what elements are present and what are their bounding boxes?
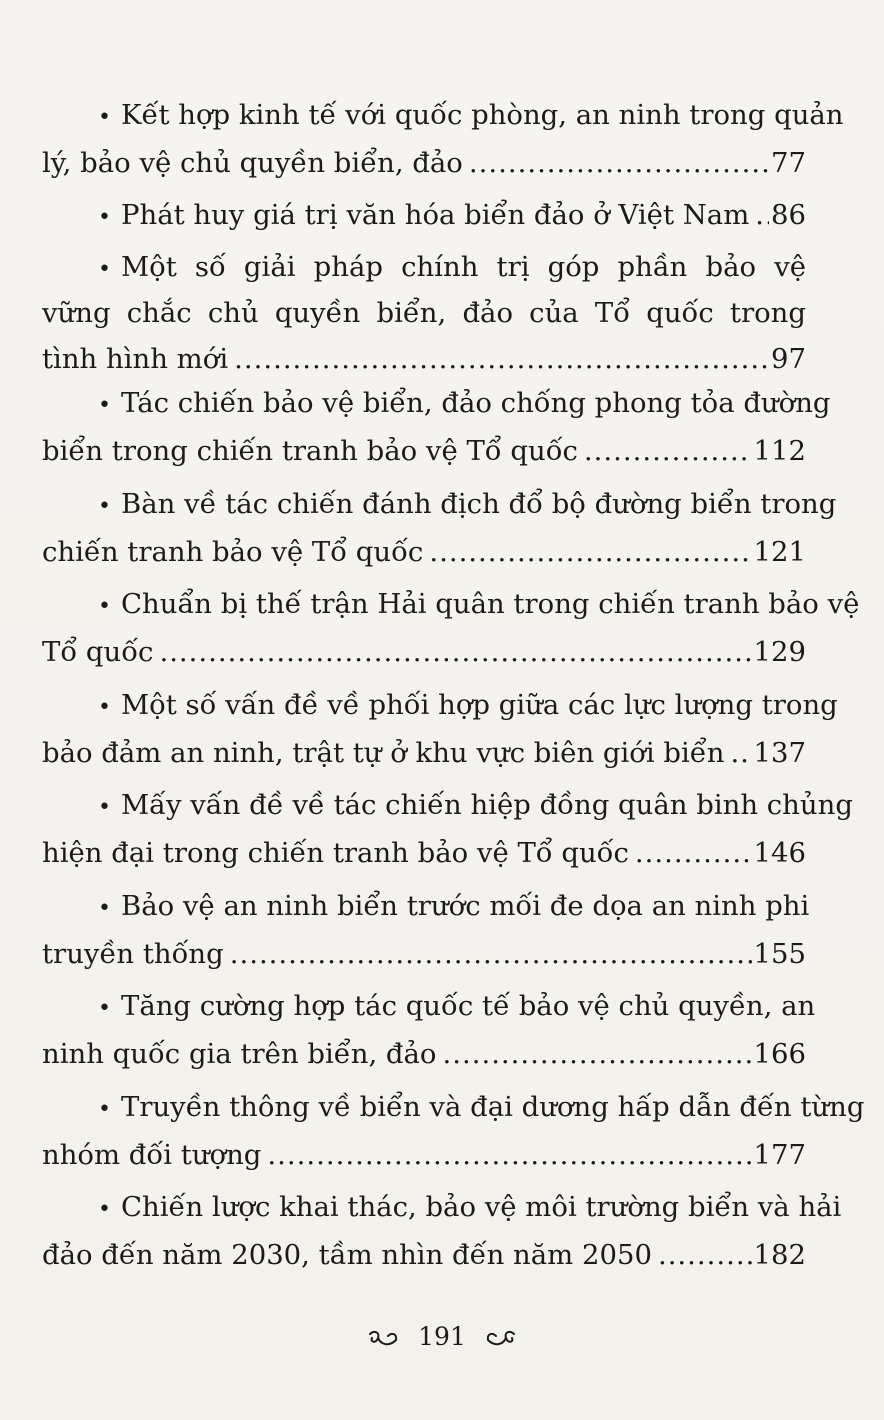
leader-dots [658,1232,752,1278]
toc-page-number: 166 [753,1038,806,1070]
toc-page-number: 155 [753,937,806,970]
toc-entry [42,682,838,783]
toc-entry [42,244,806,380]
bullet-icon: • [98,205,111,230]
toc-entry [42,1084,865,1185]
toc-entry-line: • Bảo vệ an ninh biển trước mối đe dọa an ninh phi [42,883,806,929]
toc-page-number: 146 [753,837,806,869]
toc-entry-text: bảo đảm an ninh, trật tự ở khu vực biên giới biển [42,736,725,769]
toc-entry-line: • Chiến lược khai thác, bảo vệ môi trường biển và hải [42,1184,806,1230]
leader-dots [755,192,769,238]
leader-dots [584,428,752,474]
toc-entry-line [42,730,806,776]
toc-entry-line [42,140,806,186]
leader-dots [469,140,769,186]
toc-page-number: 112 [753,435,806,467]
leader-dots [230,931,752,977]
bullet-icon: • [98,996,111,1021]
toc-entry-line: • Bàn về tác chiến đánh địch đổ bộ đường biển trong [42,481,806,527]
toc-page-number: 182 [753,1239,806,1271]
bullet-icon: • [98,493,111,519]
toc-entry-line: • Kết hợp kinh tế với quốc phòng, an ninh trong quản [42,92,806,138]
toc-entry-line [42,428,806,474]
toc-entry [42,1184,842,1285]
toc-entry-line [42,830,806,876]
bullet-icon: • [98,1197,111,1222]
table-of-contents [42,92,865,1285]
bullet-icon: • [98,895,111,921]
toc-entry-text: lý, bảo vệ chủ quyền biển, đảo [42,147,463,179]
toc-entry-text: biển trong chiến tranh bảo vệ Tổ quốc [42,435,578,467]
toc-entry [42,983,816,1084]
leader-dots [267,1132,751,1178]
leader-dots [730,730,751,776]
toc-entry-text: ninh quốc gia trên biển, đảo [42,1038,437,1070]
leader-dots [429,529,751,575]
toc-page-number: 129 [753,636,806,668]
page-footer [0,1322,884,1351]
toc-entry-text: truyền thống [42,937,224,970]
toc-entry-line: • Mấy vấn đề về tác chiến hiệp đồng quân binh chủng [42,782,806,828]
toc-entry-line: vững chắc chủ quyền biển, đảo của Tổ quốc trong [42,297,806,329]
toc-entry-text: chiến tranh bảo vệ Tổ quốc [42,535,424,568]
toc-entry-line: • Một số giải pháp chính trị góp phần bảo vệ [42,244,806,290]
toc-entry-text: Phát huy giá trị văn hóa biển đảo ở Việt Nam [120,199,750,231]
bullet-icon: • [98,1096,111,1122]
toc-entry-text: Tổ quốc [42,636,154,668]
bullet-icon: • [98,257,111,282]
bullet-icon: • [98,795,111,820]
toc-entry [42,192,806,244]
bullet-icon: • [98,594,111,619]
toc-entry-line [42,1232,806,1278]
toc-entry [42,481,837,582]
toc-page-number: 77 [771,147,806,179]
toc-entry [42,380,831,481]
leader-dots [159,629,751,675]
toc-entry-line [42,1132,806,1178]
toc-entry-line: • Chuẩn bị thế trận Hải quân trong chiến tranh bảo vệ [42,581,806,627]
leader-dots [442,1031,751,1077]
toc-entry-line: • Một số vấn đề về phối hợp giữa các lực lượng trong [42,682,806,728]
bullet-icon: • [98,393,111,418]
toc-entry-line: • Tăng cường hợp tác quốc tế bảo vệ chủ quyền, an [42,983,806,1029]
page-number: 191 [418,1322,466,1351]
toc-entry-text: đảo đến năm 2030, tầm nhìn đến năm 2050 [42,1239,652,1271]
toc-entry [42,883,810,984]
toc-page-number: 97 [771,343,806,375]
toc-entry-text: hiện đại trong chiến tranh bảo vệ Tổ quốc [42,837,629,869]
toc-page-number: 121 [753,535,806,568]
toc-entry-line: • Tác chiến bảo vệ biển, đảo chống phong tỏa đường [42,380,806,426]
toc-entry-line [42,629,806,675]
toc-entry-line [42,192,806,238]
left-flourish-icon [366,1328,400,1350]
leader-dots [234,336,769,382]
bullet-icon: • [98,105,111,130]
toc-entry-line [42,529,806,575]
toc-entry-line [42,336,806,382]
toc-entry-text: tình hình mới [42,343,229,375]
toc-entry [42,92,844,192]
toc-entry [42,581,860,682]
toc-entry [42,782,853,883]
toc-entry-text: nhóm đối tượng [42,1138,262,1171]
leader-dots [635,830,752,876]
toc-entry-line [42,1031,806,1077]
toc-page-number: 177 [753,1138,806,1171]
toc-entry-line: • Truyền thông về biển và đại dương hấp dẫn đến từng [42,1084,806,1130]
bullet-icon: • [98,694,111,720]
toc-page-number: 137 [753,736,806,769]
toc-page-number: 86 [771,199,806,231]
toc-entry-line [42,931,806,977]
right-flourish-icon [484,1328,518,1350]
